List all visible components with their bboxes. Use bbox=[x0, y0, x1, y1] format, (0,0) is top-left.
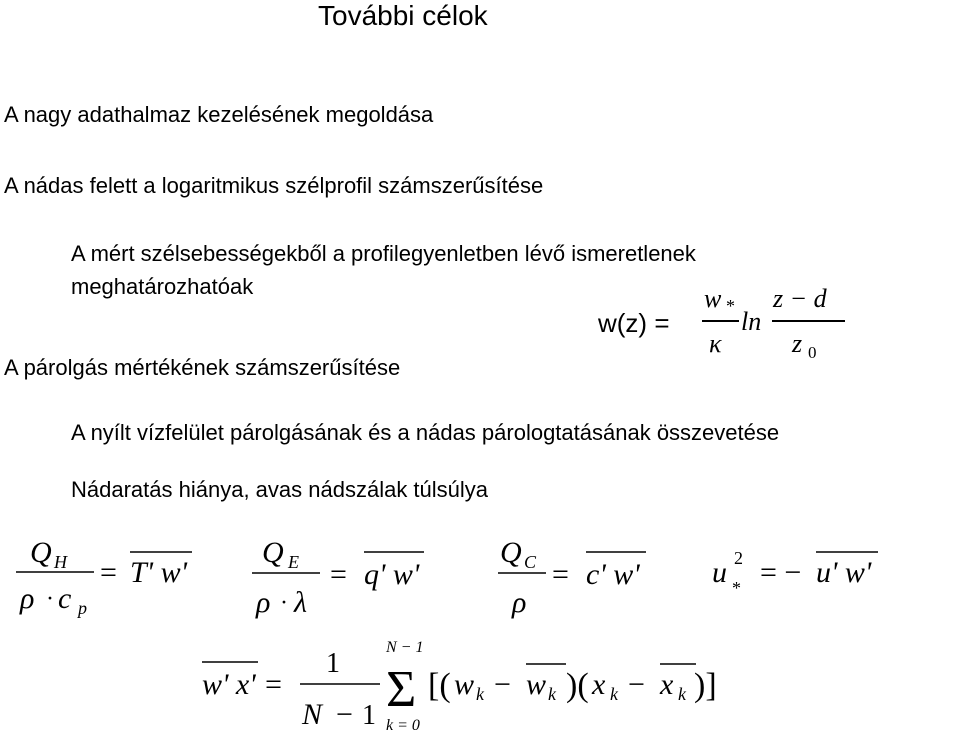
wind-profile-equation bbox=[592, 280, 862, 368]
sensible-heat-cp: c bbox=[58, 582, 72, 615]
covariance-sum-lower: k = 0 bbox=[386, 717, 420, 732]
page-title: További célok bbox=[318, 0, 488, 31]
latent-heat-equals: = bbox=[330, 558, 347, 591]
latent-heat-lambda: λ bbox=[294, 586, 307, 619]
covariance-equation bbox=[196, 638, 736, 732]
sensible-heat-equation bbox=[14, 528, 204, 618]
friction-velocity-sup: 2 bbox=[734, 548, 743, 568]
wind-profile-roughness: z bbox=[792, 329, 803, 358]
bullet-reed-harvest: Nádaratás hiánya, avas nádszálak túlsúlya bbox=[71, 477, 489, 502]
co2-flux-equals: = bbox=[552, 558, 569, 591]
latent-heat-rho: ρ bbox=[256, 586, 271, 619]
wind-profile-lhs: w(z) = bbox=[598, 308, 670, 338]
bullet-comparison: A nyílt vízfelület párolgásának és a nádas párologtatásának összevetése bbox=[71, 420, 780, 445]
covariance-x-mean: x bbox=[660, 668, 674, 701]
sensible-heat-cp-sub: p bbox=[78, 598, 87, 618]
wind-profile-friction-velocity-sub: * bbox=[726, 296, 735, 316]
bullet-large-dataset: A nagy adathalmaz kezelésének megoldása bbox=[4, 102, 434, 127]
latent-heat-equation bbox=[248, 528, 438, 623]
covariance-x: x bbox=[592, 668, 606, 701]
wind-profile-friction-velocity: w bbox=[704, 284, 722, 313]
covariance-lhs: w' x' = bbox=[202, 668, 284, 701]
sensible-heat-dot: · bbox=[46, 586, 54, 612]
covariance-w: w bbox=[454, 668, 475, 701]
friction-velocity-sub: * bbox=[732, 578, 741, 598]
covariance-sum-upper: N − 1 bbox=[386, 639, 424, 656]
covariance-x-sub: k bbox=[610, 684, 618, 704]
covariance-mid-parens: )( bbox=[566, 667, 589, 704]
bullet-unknowns-line2: meghatározhatóak bbox=[71, 274, 254, 299]
wind-profile-von-karman: κ bbox=[709, 329, 722, 358]
sensible-heat-rhs: T' w' bbox=[130, 556, 188, 589]
latent-heat-q-sub: E bbox=[288, 552, 299, 572]
sensible-heat-q: Q bbox=[30, 536, 52, 569]
covariance-close-brackets: )] bbox=[694, 667, 717, 704]
friction-velocity-rhs: u' w' bbox=[816, 556, 872, 589]
co2-flux-q: Q bbox=[500, 536, 522, 569]
covariance-minus-2: − bbox=[628, 668, 645, 701]
covariance-frac-one: 1 bbox=[362, 700, 376, 731]
co2-flux-q-sub: C bbox=[524, 552, 537, 572]
covariance-w-mean-sub: k bbox=[548, 684, 556, 704]
bullet-wind-profile: A nádas felett a logaritmikus szélprofil számszerűsítése bbox=[4, 173, 544, 198]
co2-flux-rho: ρ bbox=[512, 586, 527, 619]
covariance-open-brackets: [( bbox=[428, 667, 451, 704]
covariance-sum-sign: Σ bbox=[386, 661, 417, 718]
latent-heat-dot: · bbox=[280, 590, 288, 616]
sensible-heat-q-sub: H bbox=[54, 552, 67, 572]
covariance-frac-num: 1 bbox=[326, 648, 340, 679]
co2-flux-rhs: c' w' bbox=[586, 558, 640, 591]
covariance-minus-1: − bbox=[494, 668, 511, 701]
wind-profile-ln: ln bbox=[741, 307, 762, 336]
covariance-w-sub: k bbox=[476, 684, 484, 704]
bullet-evaporation: A párolgás mértékének számszerűsítése bbox=[4, 355, 401, 380]
latent-heat-rhs: q' w' bbox=[364, 558, 420, 591]
sensible-heat-equals: = bbox=[100, 556, 117, 589]
co2-flux-equation bbox=[494, 528, 664, 623]
bullet-unknowns-line1: A mért szélsebességekből a profilegyenletben lévő ismeretlenek bbox=[71, 241, 696, 266]
covariance-frac-minus: − bbox=[336, 698, 353, 731]
friction-velocity-equals: = − bbox=[760, 556, 802, 589]
covariance-frac-n: N bbox=[302, 698, 323, 731]
wind-profile-height-diff: z − d bbox=[773, 284, 827, 313]
covariance-w-mean: w bbox=[526, 668, 547, 701]
sensible-heat-rho: ρ bbox=[20, 582, 35, 615]
friction-velocity-equation bbox=[708, 536, 894, 606]
wind-profile-roughness-sub: 0 bbox=[808, 343, 817, 362]
friction-velocity-u: u bbox=[712, 556, 727, 589]
latent-heat-q: Q bbox=[262, 536, 284, 569]
covariance-x-mean-sub: k bbox=[678, 684, 686, 704]
